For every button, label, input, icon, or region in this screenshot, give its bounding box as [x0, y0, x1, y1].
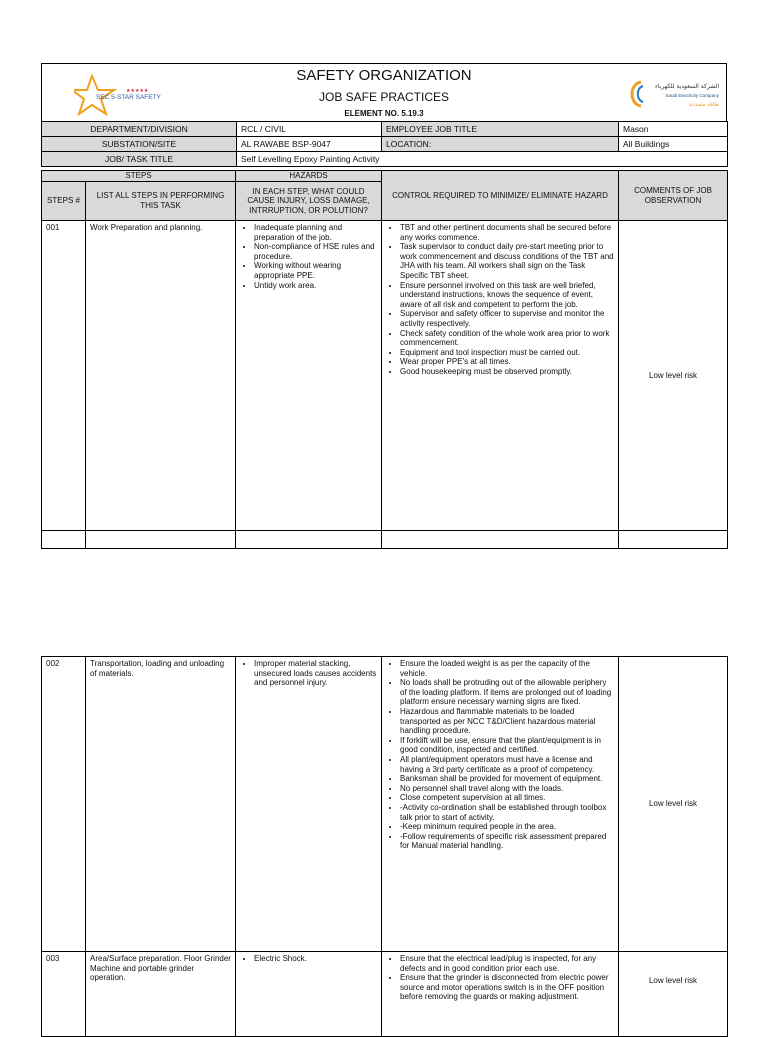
svg-text:الشركة السعودية للكهرباء: الشركة السعودية للكهرباء — [655, 83, 719, 90]
location-label: LOCATION: — [382, 137, 619, 152]
jsp-table-page-1 — [41, 170, 728, 549]
control-item: • TBT and other pertinent documents shall be secured before any works commence. — [400, 223, 614, 242]
step-number: 001 — [42, 221, 86, 531]
steps-header: STEPS — [42, 171, 236, 182]
control-item: • Ensure the loaded weight is as per the capacity of the vehicle. — [400, 659, 614, 678]
control-item: • Ensure personnel involved on this task are well briefed, understand instructions, knows the sequence of event, aware of all risk and competent to perform the job. — [400, 281, 614, 310]
location-value: All Buildings — [619, 137, 728, 152]
control-item: • If forklift will be use, ensure that the plant/equipment is in good condition, inspected and certified. — [400, 736, 614, 755]
control-item: • Hazardous and flammable materials to be loaded transported as per NCC T&D/Client hazardous material handling procedure. — [400, 707, 614, 736]
list-steps-header: LIST ALL STEPS IN PERFORMING THIS TASK — [86, 182, 236, 221]
comments-header: COMMENTS OF JOB OBSERVATION — [619, 171, 728, 221]
hazard-list — [236, 657, 382, 952]
control-item: • -Activity co-ordination shall be established through toolbox talk prior to start of activity. — [400, 803, 614, 822]
hazard-item: • Untidy work area. — [254, 281, 377, 291]
job-observation-comment: Low level risk — [619, 657, 728, 952]
job-task-label: JOB/ TASK TITLE — [42, 152, 237, 167]
job-observation-comment: Low level risk — [619, 952, 728, 1037]
hazard-item: • Electric Shock. — [254, 954, 377, 964]
job-observation-comment: Low level risk — [619, 221, 728, 531]
control-item: • No personnel shall travel along with the loads. — [400, 784, 614, 794]
control-item: • Supervisor and safety officer to supervise and monitor the activity respectively. — [400, 309, 614, 328]
svg-text:Saudi Electricity Company: Saudi Electricity Company — [665, 93, 719, 98]
control-item: • Check safety condition of the whole work area prior to work commencement. — [400, 329, 614, 348]
control-item: • Ensure that the electrical lead/plug is inspected, for any defects and in good condition prior each use. — [400, 954, 614, 973]
substation-label: SUBSTATION/SITE — [42, 137, 237, 152]
control-item: • No loads shall be protruding out of the allowable periphery of the loading platform. If items are prolonged out of loading platform ensure necessary warning signs are fixed. — [400, 678, 614, 707]
control-item: • Equipment and tool inspection must be carried out. — [400, 348, 614, 358]
document-header — [41, 63, 727, 121]
hazards-header: HAZARDS — [236, 171, 382, 182]
hazard-question-header: IN EACH STEP, WHAT COULD CAUSE INJURY, LOSS DAMAGE, INTRRUPTION, OR POLUTION? — [236, 182, 382, 221]
control-item: • -Follow requirements of specific risk assessment prepared for Manual material handling. — [400, 832, 614, 851]
step-description: Area/Surface preparation. Floor Grinder Machine and portable grinder operation. — [86, 952, 236, 1037]
control-list — [382, 657, 619, 952]
left-logo-text: SEC 5-STAR SAFETY — [96, 94, 161, 101]
jsp-table-page-2 — [41, 656, 728, 1037]
substation-value: AL RAWABE BSP-9047 — [237, 137, 382, 152]
hazard-item: • Working without wearing appropriate PPE. — [254, 261, 377, 280]
hazard-item: • Non-compliance of HSE rules and procedure. — [254, 242, 377, 261]
steps-no-header: STEPS # — [42, 182, 86, 221]
control-item: • -Keep minimum required people in the area. — [400, 822, 614, 832]
employee-job-title-label: EMPLOYEE JOB TITLE — [382, 122, 619, 137]
job-info-table — [41, 121, 728, 167]
saudi-electricity-logo — [627, 76, 722, 112]
control-item: • Ensure that the grinder is disconnected from electric power source and motor operations switch is in the OFF position before removing the guards or making adjustment. — [400, 973, 614, 1002]
step-description: Work Preparation and planning. — [86, 221, 236, 531]
org-title: SAFETY ORGANIZATION — [296, 67, 472, 84]
control-item: • Close competent supervision at all times. — [400, 793, 614, 803]
hazard-list — [236, 221, 382, 531]
control-item: • Banksman shall be provided for movement of equipment. — [400, 774, 614, 784]
control-item: • Good housekeeping must be observed promptly. — [400, 367, 614, 377]
control-header: CONTROL REQUIRED TO MINIMIZE/ ELIMINATE HAZARD — [382, 171, 619, 221]
table-row — [42, 221, 728, 531]
job-task-value: Self Levelling Epoxy Painting Activity — [237, 152, 728, 167]
control-item: • Wear proper PPE's at all times. — [400, 357, 614, 367]
step-description: Transportation, loading and unloading of materials. — [86, 657, 236, 952]
control-item: • All plant/equipment operators must have a license and having a 3rd party certificate as a proof of competency. — [400, 755, 614, 774]
control-item: • Task supervisor to conduct daily pre-start meeting prior to work commencement and discuss conditions of the TBT and JHA with his team. All workers shall sign on the Task Specific TBT sheet. — [400, 242, 614, 280]
employee-job-title-value: Mason — [619, 122, 728, 137]
table-row — [42, 657, 728, 952]
step-number: 003 — [42, 952, 86, 1037]
department-value: RCL / CIVIL — [237, 122, 382, 137]
hazard-item: • Inadequate planning and preparation of the job. — [254, 223, 377, 242]
doc-title: JOB SAFE PRACTICES — [318, 90, 450, 104]
step-number: 002 — [42, 657, 86, 952]
svg-text:★★★★★: ★★★★★ — [126, 88, 149, 94]
svg-text:طاقة متجددة: طاقة متجددة — [689, 102, 719, 108]
element-number: ELEMENT NO. 5.19.3 — [344, 109, 424, 118]
table-row — [42, 531, 728, 549]
control-list — [382, 221, 619, 531]
hazard-item: • Improper material stacking, unsecured loads causes accidents and personnel injury. — [254, 659, 377, 688]
department-label: DEPARTMENT/DIVISION — [42, 122, 237, 137]
